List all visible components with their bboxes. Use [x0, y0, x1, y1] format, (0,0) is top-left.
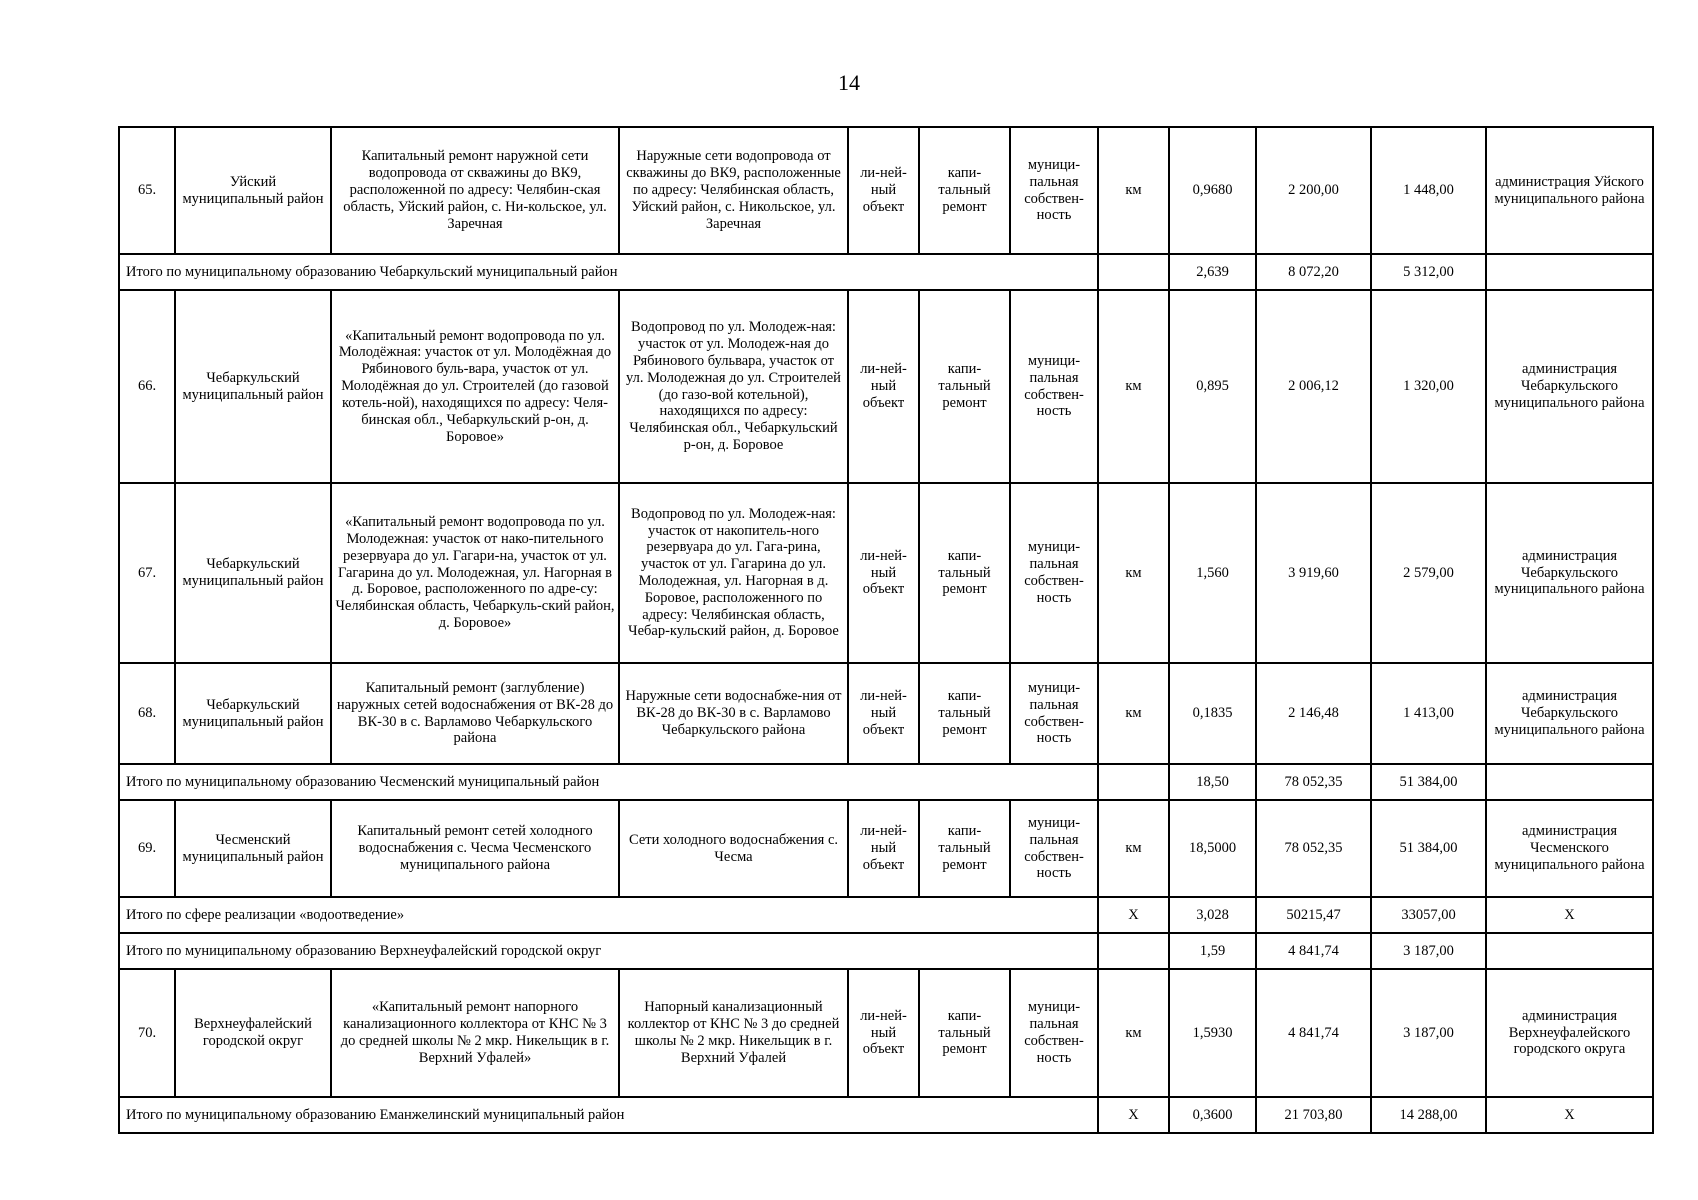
unit-cell: км	[1098, 663, 1169, 764]
quantity-cell: 18,5000	[1169, 800, 1256, 897]
total-cost-cell: 8 072,20	[1256, 254, 1371, 290]
unit-cell: X	[1098, 1097, 1169, 1133]
budget-cell: 5 312,00	[1371, 254, 1486, 290]
object-cell: Сети холодного водоснабжения с. Чесма	[619, 800, 848, 897]
budget-cell: 2 579,00	[1371, 483, 1486, 663]
ownership-cell: муници-пальная собствен-ность	[1010, 663, 1098, 764]
object-type-cell: ли-ней-ный объект	[848, 969, 919, 1097]
subtotal-label: Итого по муниципальному образованию Еманжелинский муниципальный район	[119, 1097, 1098, 1133]
quantity-cell: 0,1835	[1169, 663, 1256, 764]
recipient-cell: администрация Чесменского муниципального района	[1486, 800, 1653, 897]
quantity-cell: 0,9680	[1169, 127, 1256, 254]
total-cost-cell: 78 052,35	[1256, 800, 1371, 897]
work-type-cell: капи-тальный ремонт	[919, 663, 1010, 764]
unit-cell	[1098, 933, 1169, 969]
quantity-cell: 3,028	[1169, 897, 1256, 933]
unit-cell	[1098, 764, 1169, 800]
unit-cell: км	[1098, 969, 1169, 1097]
investment-table	[118, 126, 1654, 1134]
object-cell: Наружные сети водоснабже-ния от ВК-28 до ВК-30 в с. Варламово Чебаркульского района	[619, 663, 848, 764]
recipient-cell	[1486, 764, 1653, 800]
total-cost-cell: 78 052,35	[1256, 764, 1371, 800]
unit-cell: км	[1098, 290, 1169, 483]
municipality-cell: Чебаркульский муниципальный район	[175, 483, 331, 663]
unit-cell: км	[1098, 800, 1169, 897]
unit-cell: км	[1098, 127, 1169, 254]
recipient-cell: X	[1486, 1097, 1653, 1133]
quantity-cell: 1,5930	[1169, 969, 1256, 1097]
municipality-cell: Верхнеуфалейский городской округ	[175, 969, 331, 1097]
budget-cell: 51 384,00	[1371, 800, 1486, 897]
work-description-cell: «Капитальный ремонт напорного канализационного коллектора от КНС № 3 до средней школы № 2 мкр. Никельщик в г. Верхний Уфалей»	[331, 969, 619, 1097]
quantity-cell: 0,3600	[1169, 1097, 1256, 1133]
object-type-cell: ли-ней-ный объект	[848, 290, 919, 483]
row-number: 68.	[119, 663, 175, 764]
table-row	[119, 800, 1653, 897]
total-cost-cell: 4 841,74	[1256, 969, 1371, 1097]
recipient-cell: администрация Верхнеуфалейского городского округа	[1486, 969, 1653, 1097]
ownership-cell: муници-пальная собствен-ность	[1010, 969, 1098, 1097]
subtotal-label: Итого по муниципальному образованию Чебаркульский муниципальный район	[119, 254, 1098, 290]
subtotal-row	[119, 1097, 1653, 1133]
recipient-cell: администрация Уйского муниципального района	[1486, 127, 1653, 254]
table-row	[119, 969, 1653, 1097]
total-cost-cell: 3 919,60	[1256, 483, 1371, 663]
total-cost-cell: 50215,47	[1256, 897, 1371, 933]
table-row	[119, 483, 1653, 663]
object-type-cell: ли-ней-ный объект	[848, 483, 919, 663]
row-number: 70.	[119, 969, 175, 1097]
object-cell: Наружные сети водопровода от скважины до ВК9, расположенные по адресу: Челябинская область, Уйский район, с. Никольское, ул. Заречная	[619, 127, 848, 254]
quantity-cell: 2,639	[1169, 254, 1256, 290]
quantity-cell: 18,50	[1169, 764, 1256, 800]
total-cost-cell: 21 703,80	[1256, 1097, 1371, 1133]
recipient-cell: администрация Чебаркульского муниципального района	[1486, 663, 1653, 764]
object-cell: Водопровод по ул. Молодеж-ная: участок от накопитель-ного резервуара до ул. Гага-рина, участок от ул. Гагарина до ул. Молодежная, ул. Нагорная в д. Боровое, расположенного по адресу: Челябинская область, Чебар-кульский район, д. Боровое	[619, 483, 848, 663]
table-row	[119, 127, 1653, 254]
work-type-cell: капи-тальный ремонт	[919, 290, 1010, 483]
budget-cell: 1 320,00	[1371, 290, 1486, 483]
subtotal-label: Итого по муниципальному образованию Верхнеуфалейский городской округ	[119, 933, 1098, 969]
ownership-cell: муници-пальная собствен-ность	[1010, 800, 1098, 897]
ownership-cell: муници-пальная собствен-ность	[1010, 127, 1098, 254]
object-type-cell: ли-ней-ный объект	[848, 663, 919, 764]
row-number: 66.	[119, 290, 175, 483]
quantity-cell: 1,59	[1169, 933, 1256, 969]
row-number: 67.	[119, 483, 175, 663]
subtotal-row	[119, 254, 1653, 290]
budget-cell: 3 187,00	[1371, 933, 1486, 969]
municipality-cell: Уйский муниципальный район	[175, 127, 331, 254]
total-cost-cell: 4 841,74	[1256, 933, 1371, 969]
work-description-cell: «Капитальный ремонт водопровода по ул. Молодежная: участок от нако-пительного резервуара до ул. Гагари-на, участок от ул. Гагарина до ул. Молодежная, ул. Нагорная в д. Боровое, расположенного по адре-су: Челябинская область, Чебаркуль-ский район, д. Боровое»	[331, 483, 619, 663]
subtotal-row	[119, 897, 1653, 933]
unit-cell: км	[1098, 483, 1169, 663]
object-type-cell: ли-ней-ный объект	[848, 127, 919, 254]
municipality-cell: Чебаркульский муниципальный район	[175, 290, 331, 483]
budget-cell: 1 413,00	[1371, 663, 1486, 764]
object-cell: Водопровод по ул. Молодеж-ная: участок от ул. Молодеж-ная до Рябинового бульвара, участок от ул. Молодежная до ул. Строителей (до газо-вой котельной), находящихся по адресу: Челябинская обл., Чебаркульский р-он, д. Боровое	[619, 290, 848, 483]
ownership-cell: муници-пальная собствен-ность	[1010, 290, 1098, 483]
quantity-cell: 0,895	[1169, 290, 1256, 483]
subtotal-row	[119, 764, 1653, 800]
recipient-cell: X	[1486, 897, 1653, 933]
total-cost-cell: 2 006,12	[1256, 290, 1371, 483]
budget-cell: 1 448,00	[1371, 127, 1486, 254]
work-type-cell: капи-тальный ремонт	[919, 969, 1010, 1097]
object-cell: Напорный канализационный коллектор от КНС № 3 до средней школы № 2 мкр. Никельщик в г. Верхний Уфалей	[619, 969, 848, 1097]
object-type-cell: ли-ней-ный объект	[848, 800, 919, 897]
quantity-cell: 1,560	[1169, 483, 1256, 663]
unit-cell	[1098, 254, 1169, 290]
page-number: 14	[838, 70, 860, 95]
table-row	[119, 290, 1653, 483]
subtotal-row	[119, 933, 1653, 969]
recipient-cell: администрация Чебаркульского муниципального района	[1486, 290, 1653, 483]
table-row	[119, 663, 1653, 764]
work-description-cell: Капитальный ремонт (заглубление) наружных сетей водоснабжения от ВК-28 до ВК-30 в с. Варламово Чебаркульского района	[331, 663, 619, 764]
work-description-cell: Капитальный ремонт наружной сети водопровода от скважины до ВК9, расположенной по адресу: Челябин-ская область, Уйский район, с. Ни-кольское, ул. Заречная	[331, 127, 619, 254]
row-number: 69.	[119, 800, 175, 897]
recipient-cell	[1486, 933, 1653, 969]
budget-cell: 14 288,00	[1371, 1097, 1486, 1133]
budget-cell: 33057,00	[1371, 897, 1486, 933]
municipality-cell: Чебаркульский муниципальный район	[175, 663, 331, 764]
municipality-cell: Чесменский муниципальный район	[175, 800, 331, 897]
work-description-cell: «Капитальный ремонт водопровода по ул. Молодёжная: участок от ул. Молодёжная до Рябинового буль-вара, участок от ул. Молодёжная до ул. Строителей (до газовой котель-ной), находящихся по адресу: Челя-бинская обл., Чебаркульский р-он, д. Боровое»	[331, 290, 619, 483]
row-number: 65.	[119, 127, 175, 254]
work-description-cell: Капитальный ремонт сетей холодного водоснабжения с. Чесма Чесменского муниципального района	[331, 800, 619, 897]
total-cost-cell: 2 146,48	[1256, 663, 1371, 764]
ownership-cell: муници-пальная собствен-ность	[1010, 483, 1098, 663]
budget-cell: 3 187,00	[1371, 969, 1486, 1097]
unit-cell: X	[1098, 897, 1169, 933]
total-cost-cell: 2 200,00	[1256, 127, 1371, 254]
budget-cell: 51 384,00	[1371, 764, 1486, 800]
recipient-cell: администрация Чебаркульского муниципального района	[1486, 483, 1653, 663]
subtotal-label: Итого по муниципальному образованию Чесменский муниципальный район	[119, 764, 1098, 800]
work-type-cell: капи-тальный ремонт	[919, 483, 1010, 663]
recipient-cell	[1486, 254, 1653, 290]
subtotal-label: Итого по сфере реализации «водоотведение»	[119, 897, 1098, 933]
work-type-cell: капи-тальный ремонт	[919, 127, 1010, 254]
work-type-cell: капи-тальный ремонт	[919, 800, 1010, 897]
